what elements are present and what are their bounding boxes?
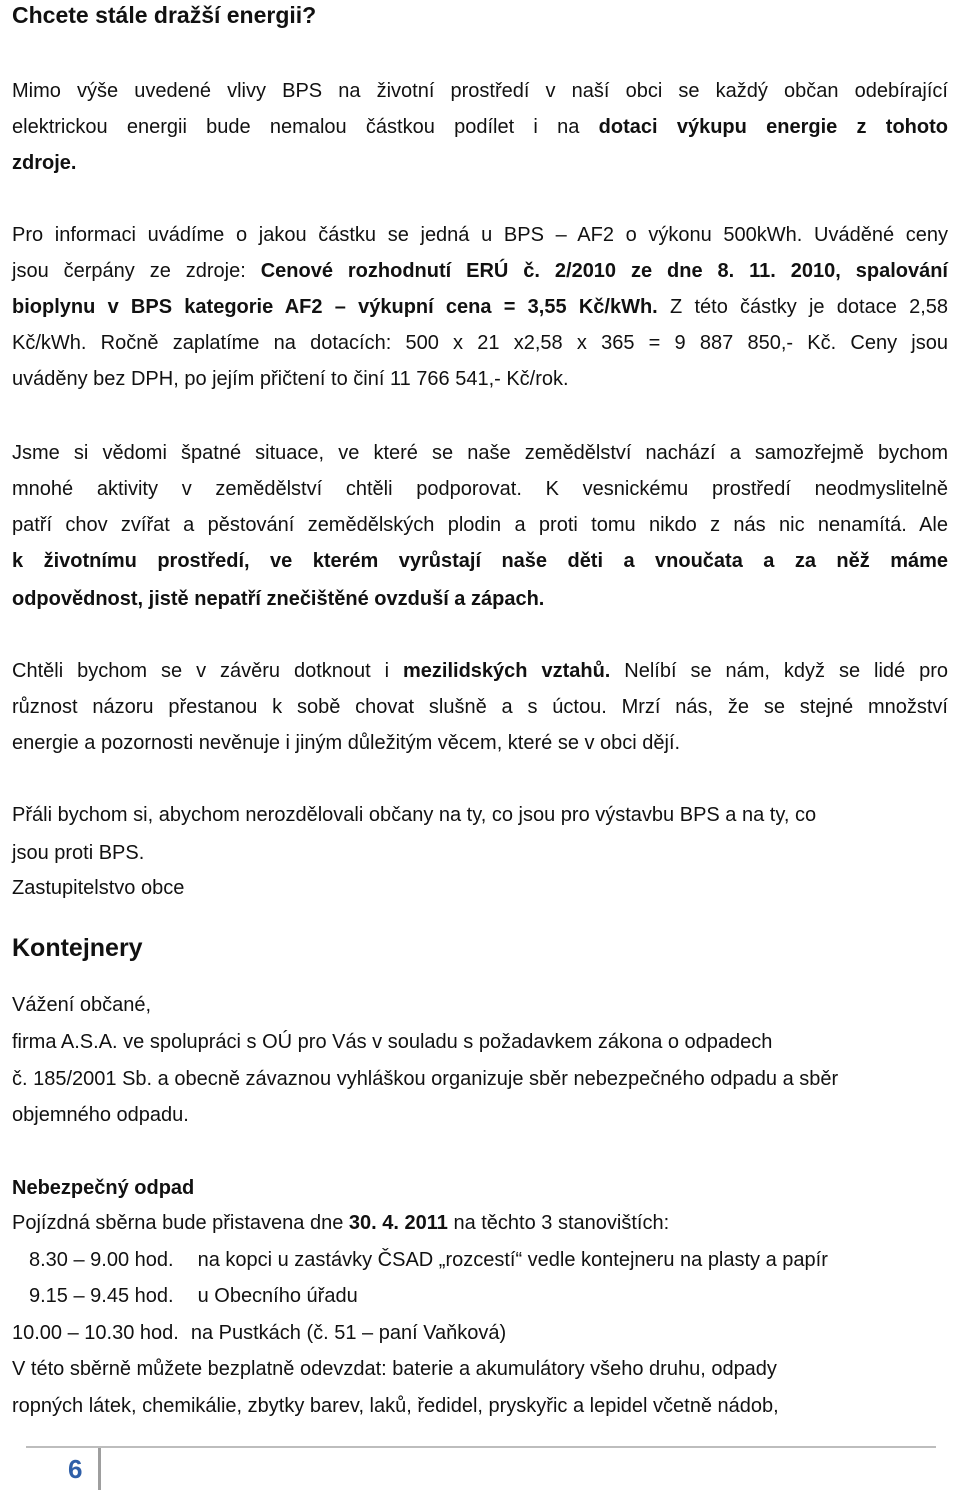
page-number: 6 [68,1454,83,1484]
paragraph-line: Kč/kWh. Ročně zaplatíme na dotacích: 500 x 21 x2,58 x 365 = 9 887 850,- Kč. Ceny jsou [12,332,948,354]
station-item: 8.30 – 9.00 hod. na kopci u zastávky ČSAD „rozcestí“ vedle kontejneru na plasty a papír [29,1249,828,1271]
paragraph-line: V této sběrně můžete bezplatně odevzdat: baterie a akumulátory všeho druhu, odpady [12,1358,777,1380]
paragraph-line: jsou proti BPS. [12,842,145,864]
page-heading: Chcete stále dražší energii? [12,2,317,28]
paragraph-line: č. 185/2001 Sb. a obecně závaznou vyhláškou organizuje sběr nebezpečného odpadu a sběr [12,1068,839,1090]
paragraph-line: různost názoru přestanou k sobě chovat slušně a s úctou. Mrzí nás, že se stejné množství [12,696,948,718]
collection-intro: Pojízdná sběrna bude přistavena dne 30. 4. 2011 na těchto 3 stanovištích: [12,1212,670,1234]
paragraph-line: firma A.S.A. ve spolupráci s OÚ pro Vás v souladu s požadavkem zákona o odpadech [12,1031,773,1053]
paragraph-line: energie a pozornosti nevěnuje i jiným důležitým věcem, které se v obci dějí. [12,732,681,754]
paragraph-line: k životnímu prostředí, ve kterém vyrůstají naše děti a vnoučata a za něž máme [12,550,948,572]
paragraph-line: ropných látek, chemikálie, zbytky barev, laků, ředidel, pryskyřic a lepidel včetně nádob, [12,1395,779,1417]
page-number-divider [26,1448,101,1490]
paragraph-line: bioplynu v BPS kategorie AF2 – výkupní cena = 3,55 Kč/kWh. Z této částky je dotace 2,58 [12,296,948,318]
station-item: 10.00 – 10.30 hod. na Pustkách (č. 51 – paní Vaňková) [12,1322,507,1344]
paragraph-line: odpovědnost, jistě nepatří znečištěné ovzduší a zápach. [12,588,545,610]
paragraph-line: Mimo výše uvedené vlivy BPS na životní prostředí v naší obci se každý občan odebírající [12,80,948,102]
paragraph-line: Chtěli bychom se v závěru dotknout i mezilidských vztahů. Nelíbí se nám, když se lidé pro [12,660,948,682]
signature-line: Zastupitelstvo obce [12,877,185,899]
paragraph-line: objemného odpadu. [12,1104,189,1126]
paragraph-line: Přáli bychom si, abychom nerozdělovali občany na ty, co jsou pro výstavbu BPS a na ty, co [12,804,817,826]
paragraph-line: mnohé aktivity v zemědělství chtěli podporovat. K vesnickému prostředí neodmyslitelně [12,478,948,500]
subheading: Nebezpečný odpad [12,1177,195,1199]
paragraph-line: patří chov zvířat a pěstování zemědělských plodin a proti tomu nikdo z nás nic nenamítá. Ale [12,514,948,536]
paragraph-line: jsou čerpány ze zdroje: Cenové rozhodnutí ERÚ č. 2/2010 ze dne 8. 11. 2010, spalování [12,260,948,282]
salutation: Vážení občané, [12,994,151,1016]
station-item: 9.15 – 9.45 hod. u Obecního úřadu [29,1285,358,1307]
section-heading: Kontejnery [12,934,143,962]
paragraph-line: Pro informaci uvádíme o jakou částku se jedná u BPS – AF2 o výkonu 500kWh. Uváděné ceny [12,224,948,246]
footer-rule [26,1446,936,1448]
paragraph-line: zdroje. [12,152,77,174]
paragraph-line: Jsme si vědomi špatné situace, ve které se naše zemědělství nachází a samozřejmě bychom [12,442,948,464]
paragraph-line: uváděny bez DPH, po jejím přičtení to činí 11 766 541,- Kč/rok. [12,368,569,390]
paragraph-line: elektrickou energii bude nemalou částkou podílet i na dotaci výkupu energie z tohoto [12,116,948,138]
